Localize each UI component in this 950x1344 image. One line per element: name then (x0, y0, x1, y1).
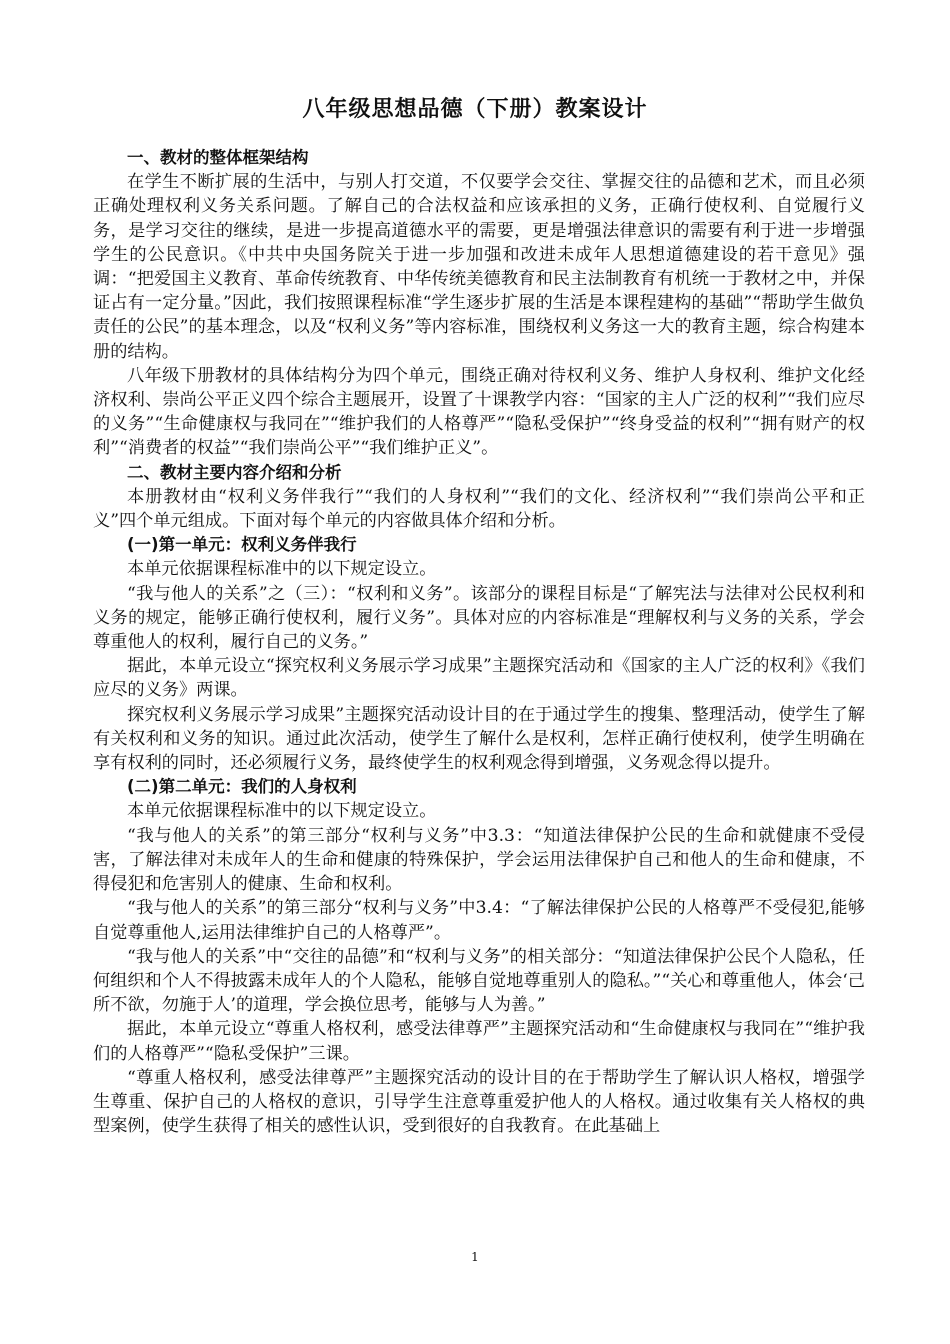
document-title: 八年级思想品德（下册）教案设计 (302, 97, 648, 122)
paragraph: 在学生不断扩展的生活中，与别人打交道，不仅要学会交往、掌握交往的品德和艺术，而且必须正确处理权利义务关系问题。了解自己的合法权益和应该承担的义务，正确行使权利、自觉履行义务，是学习交往的继续，是进一步提高道德水平的需要，更是增强法律意识的需要有利于进一步增强学生的公民意识。《中共中央国务院关于进一步加强和改进未成年人思想道德建设的若干意见》强调：“把爱国主义教育、革命传统教育、中华传统美德教育和民主法制教育有机统一于教材之中，并保证占有一定分量。”因此，我们按照课程标准“学生逐步扩展的生活是本课程建构的基础”“帮助学生做负责任的公民”的基本理念，以及“权利义务”等内容标准，围绕权利义务这一大的教育主题，综合构建本册的结构。 (93, 172, 865, 362)
document-body (93, 146, 865, 1138)
section-heading: (一)第一单元：权利义务伴我行 (127, 535, 357, 555)
paragraph: 本册教材由“权利义务伴我行”“我们的人身权利”“我们的文化、经济权利”“我们崇尚公平和正义”四个单元组成。下面对每个单元的内容做具体介绍和分析。 (93, 486, 865, 532)
paragraph: “我与他人的关系”中“交往的品德”和“权利与义务”的相关部分：“知道法律保护公民个人隐私，任何组织和个人不得披露未成年人的个人隐私，能够自觉地尊重别人的隐私。”“关心和尊重他人，体会‘己所不欲，勿施于人’的道理，学会换位思考，能够与人为善。” (93, 946, 865, 1016)
paragraph: 八年级下册教材的具体结构分为四个单元，围绕正确对待权利义务、维护人身权利、维护文化经济权利、崇尚公平正义四个综合主题展开，设置了十课教学内容：“国家的主人广泛的权利”“我们应尽的义务”“生命健康权与我同在”“维护我们的人格尊严”“隐私受保护”“终身受益的权利”“拥有财产的权利”“消费者的权益”“我们崇尚公平”“我们维护正义”。 (93, 365, 865, 459)
paragraph: “我与他人的关系”的第三部分“权利与义务”中3.4：“了解法律保护公民的人格尊严不受侵犯,能够自觉尊重他人,运用法律维护自己的人格尊严”。 (93, 898, 865, 943)
section-heading: 一、教材的整体框架结构 (127, 148, 309, 167)
paragraph: “尊重人格权利，感受法律尊严”主题探究活动的设计目的在于帮助学生了解认识人格权，增强学生尊重、保护自己的人格权的意识，引导学生注意尊重爱护他人的人格权。通过收集有关人格权的典型案例，使学生获得了相关的感性认识，受到很好的自我教育。在此基础上 (93, 1067, 865, 1137)
section-heading: 二、教材主要内容介绍和分析 (127, 462, 342, 482)
paragraph: 本单元依据课程标准中的以下规定设立。 (127, 801, 437, 822)
paragraph: 探究权利义务展示学习成果”主题探究活动设计目的在于通过学生的搜集、整理活动，使学生了解有关权利和义务的知识。通过此次活动，使学生了解什么是权利，怎样正确行使权利，使学生明确在享有权利的同时，还必须履行义务，最终使学生的权利观念得到增强，义务观念得以提升。 (93, 704, 865, 774)
paragraph: “我与他人的关系”之（三）：“权利和义务”。该部分的课程目标是“了解宪法与法律对公民权利和义务的规定，能够正确行使权利，履行义务”。具体对应的内容标准是“理解权利与义务的关系，学会尊重他人的权利，履行自己的义务。” (93, 583, 865, 653)
paragraph: “我与他人的关系”的第三部分“权利与义务”中3.3：“知道法律保护公民的生命和就健康不受侵害，了解法律对未成年人的生命和健康的特殊保护，学会运用法律保护自己和他人的生命和健康，不得侵犯和危害别人的健康、生命和权利。 (93, 825, 865, 895)
paragraph: 本单元依据课程标准中的以下规定设立。 (127, 559, 437, 580)
page-number: 1 (471, 1250, 479, 1264)
section-heading: (二)第二单元：我们的人身权利 (127, 777, 357, 797)
paragraph: 据此，本单元设立“尊重人格权利，感受法律尊严”主题探究活动和“生命健康权与我同在”“维护我们的人格尊严”“隐私受保护”三课。 (93, 1019, 865, 1064)
paragraph: 据此，本单元设立“探究权利义务展示学习成果”主题探究活动和《国家的主人广泛的权利》《我们应尽的义务》两课。 (93, 656, 865, 701)
